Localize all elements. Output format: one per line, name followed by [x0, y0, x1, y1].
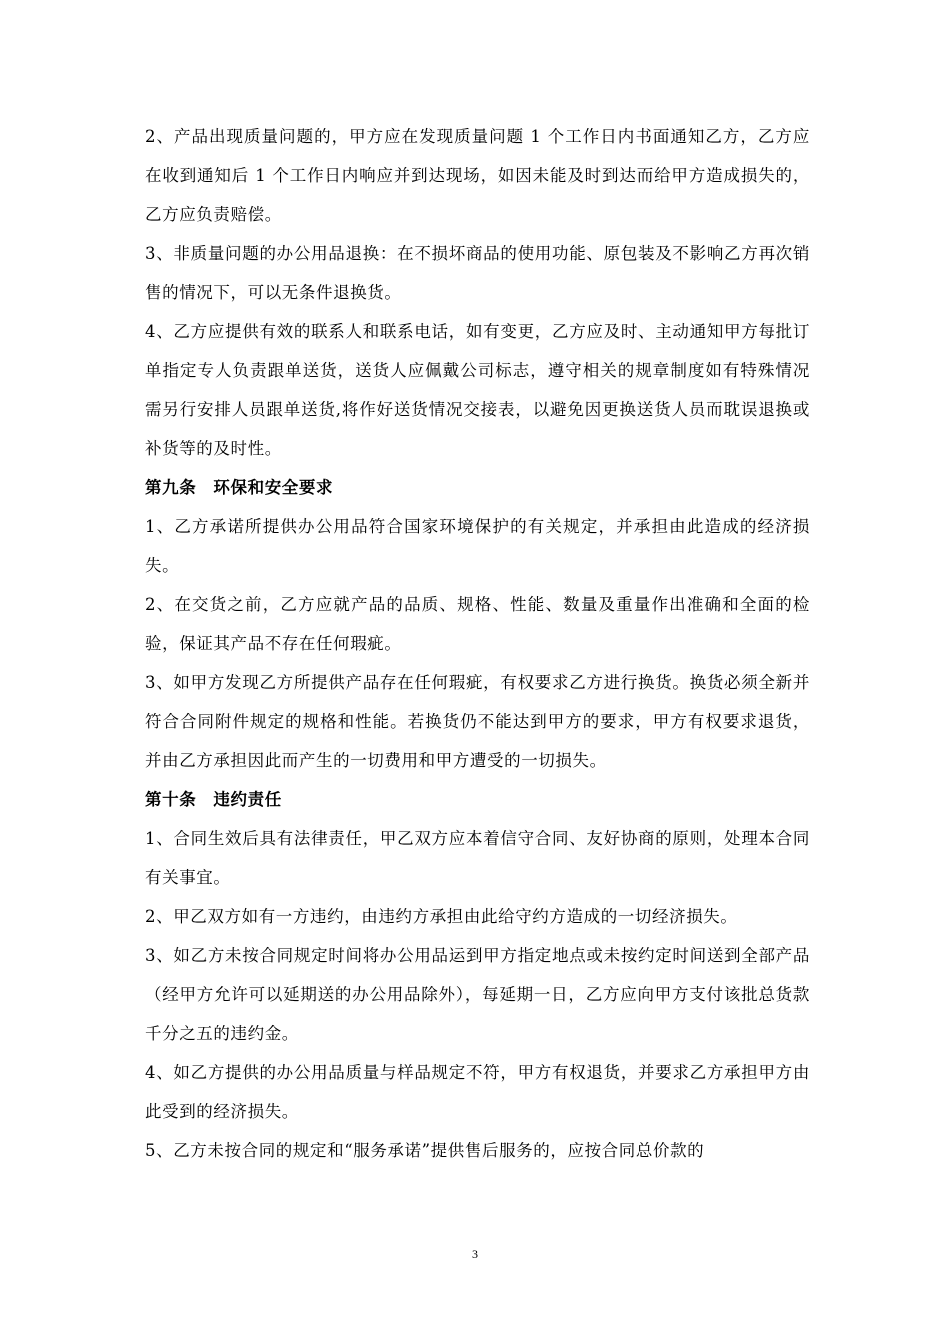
clause-9-heading: 第九条 环保和安全要求 — [145, 478, 334, 497]
clause-10-item-3: 3、如乙方未按合同规定时间将办公用品运到甲方指定地点或未按约定时间送到全部产品（经甲方允许可以延期送的办公用品除外），每延期一日，乙方应向甲方支付该批总货款千分之五的违约金。 — [145, 946, 810, 1043]
document-body — [145, 117, 810, 1170]
page-number: 3 — [472, 1247, 478, 1261]
clause-8-item-4: 4、乙方应提供有效的联系人和联系电话，如有变更，乙方应及时、主动通知甲方每批订单指定专人负责跟单送货，送货人应佩戴公司标志，遵守相关的规章制度如有特殊情况需另行安排人员跟单送货,将作好送货情况交接表，以避免因更换送货人员而耽误退换或补货等的及时性。 — [145, 322, 810, 458]
clause-8-item-2: 2、产品出现质量问题的，甲方应在发现质量问题 1 个工作日内书面通知乙方，乙方应在收到通知后 1 个工作日内响应并到达现场，如因未能及时到达而给甲方造成损失的，乙方应负责赔偿。 — [145, 127, 810, 224]
clause-9-item-1: 1、乙方承诺所提供办公用品符合国家环境保护的有关规定，并承担由此造成的经济损失。 — [145, 517, 810, 575]
clause-10-item-4: 4、如乙方提供的办公用品质量与样品规定不符，甲方有权退货，并要求乙方承担甲方由此受到的经济损失。 — [145, 1063, 810, 1121]
clause-9-item-3: 3、如甲方发现乙方所提供产品存在任何瑕疵，有权要求乙方进行换货。换货必须全新并符合合同附件规定的规格和性能。若换货仍不能达到甲方的要求，甲方有权要求退货，并由乙方承担因此而产生的一切费用和甲方遭受的一切损失。 — [145, 673, 810, 770]
clause-10-item-5: 5、乙方未按合同的规定和“服务承诺”提供售后服务的，应按合同总价款的 — [145, 1141, 705, 1160]
clause-10-item-2: 2、甲乙双方如有一方违约，由违约方承担由此给守约方造成的一切经济损失。 — [145, 907, 738, 926]
clause-8-item-3: 3、非质量问题的办公用品退换：在不损坏商品的使用功能、原包装及不影响乙方再次销售的情况下，可以无条件退换货。 — [145, 244, 810, 302]
clause-10-heading: 第十条 违约责任 — [145, 790, 282, 809]
clause-9-item-2: 2、在交货之前，乙方应就产品的品质、规格、性能、数量及重量作出准确和全面的检验，保证其产品不存在任何瑕疵。 — [145, 595, 810, 653]
clause-10-item-1: 1、合同生效后具有法律责任，甲乙双方应本着信守合同、友好协商的原则，处理本合同有关事宜。 — [145, 829, 810, 887]
